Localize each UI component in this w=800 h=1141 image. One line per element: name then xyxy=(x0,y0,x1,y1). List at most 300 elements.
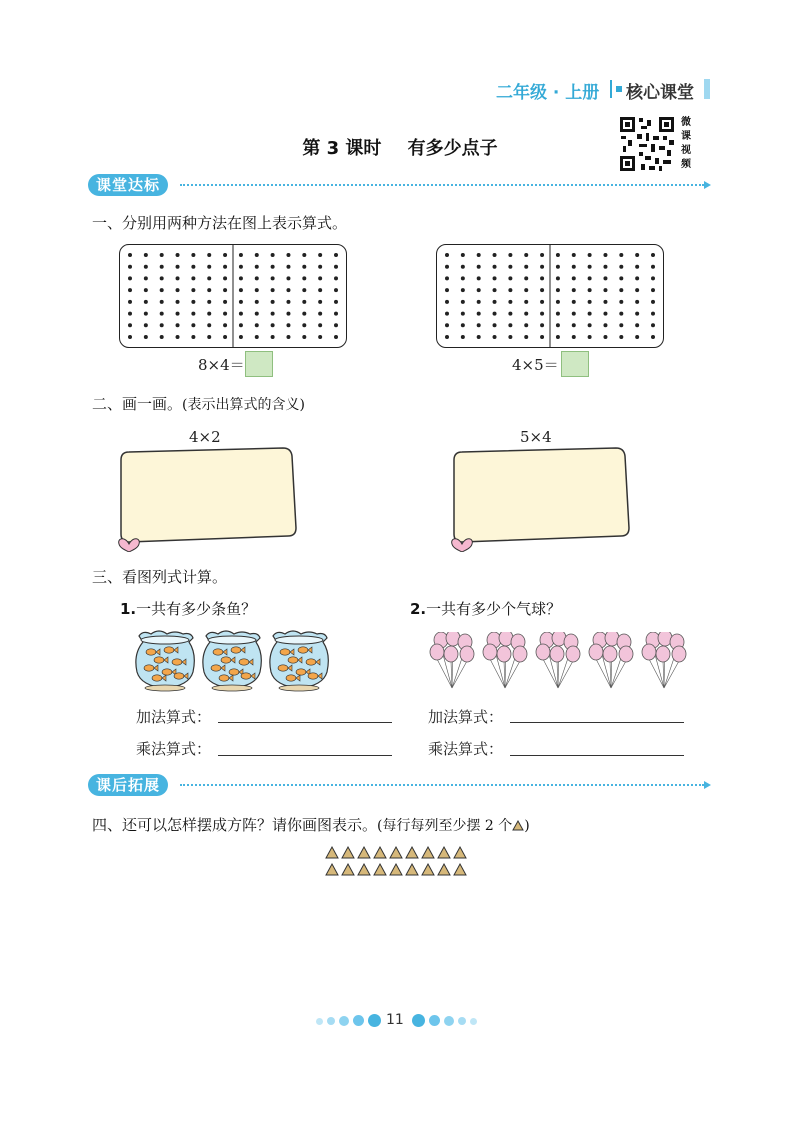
grid-dot xyxy=(588,276,592,280)
triangle-icon xyxy=(406,847,418,858)
grid-dot xyxy=(461,288,465,292)
grid-dot xyxy=(302,276,306,280)
grid-dot xyxy=(603,300,607,304)
balloon-addition-label: 加法算式： xyxy=(428,708,504,726)
grid-dot xyxy=(524,288,528,292)
grid-dot xyxy=(255,335,259,339)
grid-dot xyxy=(318,253,322,257)
grid-dot xyxy=(540,288,544,292)
grid-dot xyxy=(302,312,306,316)
grid-dot xyxy=(524,312,528,316)
grid-dot xyxy=(635,276,639,280)
grid-dot xyxy=(603,276,607,280)
grid-dot xyxy=(128,335,132,339)
balloon-addition-line[interactable] xyxy=(510,722,684,723)
fish-icon xyxy=(162,669,172,675)
dot-grid-right-svg xyxy=(437,245,663,347)
grid-dot xyxy=(334,276,338,280)
balloon-icon xyxy=(513,646,527,662)
q1-left-answer-box[interactable] xyxy=(245,351,273,377)
grid-dot xyxy=(635,288,639,292)
qr-code-icon[interactable] xyxy=(619,116,675,172)
fish-addition-label: 加法算式： xyxy=(136,708,212,726)
grid-dot xyxy=(651,288,655,292)
footer xyxy=(316,1014,486,1028)
grid-dot xyxy=(493,312,497,316)
grid-dot xyxy=(461,312,465,316)
section-after-divider xyxy=(180,784,704,786)
grid-dot xyxy=(540,300,544,304)
triangle-icon xyxy=(374,847,386,858)
grid-dot xyxy=(176,253,180,257)
grid-dot xyxy=(635,253,639,257)
balloon-group xyxy=(642,632,686,688)
triangle-icon xyxy=(390,847,402,858)
header-series: 核心课堂 xyxy=(626,83,694,103)
grid-dot xyxy=(619,312,623,316)
fish-icon xyxy=(213,649,223,655)
balloon-icon xyxy=(603,646,617,662)
grid-dot xyxy=(223,288,227,292)
grid-dot xyxy=(556,288,560,292)
fish-icon xyxy=(229,669,239,675)
grid-dot xyxy=(445,276,449,280)
grid-dot xyxy=(128,253,132,257)
grid-dot xyxy=(508,335,512,339)
triangle-icon xyxy=(358,847,370,858)
grid-dot xyxy=(493,288,497,292)
grid-dot xyxy=(508,253,512,257)
grid-dot xyxy=(572,253,576,257)
grid-dot xyxy=(302,323,306,327)
grid-dot xyxy=(176,323,180,327)
footer-dot xyxy=(353,1015,364,1026)
fish-icon xyxy=(286,675,296,681)
grid-dot xyxy=(445,323,449,327)
q1-right-equation: 4×5＝ xyxy=(512,356,559,374)
grid-dot xyxy=(318,300,322,304)
triangle-icon xyxy=(454,864,466,875)
grid-dot xyxy=(144,265,148,269)
grid-dot xyxy=(271,312,275,316)
grid-dot xyxy=(207,288,211,292)
grid-dot xyxy=(255,265,259,269)
footer-dot xyxy=(368,1014,381,1027)
footer-dot xyxy=(444,1016,454,1026)
grid-dot xyxy=(556,300,560,304)
grid-dot xyxy=(223,335,227,339)
grid-dot xyxy=(588,265,592,269)
grid-dot xyxy=(176,265,180,269)
grid-dot xyxy=(540,276,544,280)
fish-icon xyxy=(296,669,306,675)
grid-dot xyxy=(588,323,592,327)
grid-dot xyxy=(286,265,290,269)
grid-dot xyxy=(144,300,148,304)
grid-dot xyxy=(477,312,481,316)
grid-dot xyxy=(461,300,465,304)
grid-dot xyxy=(128,265,132,269)
grid-dot xyxy=(508,288,512,292)
fish-addition-line[interactable] xyxy=(218,722,392,723)
grid-dot xyxy=(556,276,560,280)
grid-dot xyxy=(160,312,164,316)
grid-dot xyxy=(318,288,322,292)
grid-dot xyxy=(588,300,592,304)
triangle-icon xyxy=(438,864,450,875)
q1-left-equation: 8×4＝ xyxy=(198,356,245,374)
grid-dot xyxy=(477,253,481,257)
balloon-icon xyxy=(536,644,550,660)
grid-dot xyxy=(286,288,290,292)
grid-dot xyxy=(271,276,275,280)
q3-sub2-number: 2. xyxy=(410,600,427,618)
grid-dot xyxy=(603,312,607,316)
grid-dot xyxy=(603,323,607,327)
q2-left-label: 4×2 xyxy=(189,428,221,446)
grid-dot xyxy=(635,300,639,304)
grid-dot xyxy=(445,265,449,269)
grid-dot xyxy=(223,276,227,280)
grid-dot xyxy=(635,323,639,327)
grid-dot xyxy=(302,253,306,257)
grid-dot xyxy=(588,253,592,257)
grid-dot xyxy=(588,312,592,316)
grid-dot xyxy=(144,323,148,327)
grid-dot xyxy=(128,312,132,316)
grid-dot xyxy=(445,300,449,304)
grid-dot xyxy=(508,300,512,304)
triangle-icon xyxy=(512,820,524,831)
fish-icon xyxy=(231,647,241,653)
grid-dot xyxy=(572,300,576,304)
grid-dot xyxy=(223,312,227,316)
grid-dot xyxy=(445,335,449,339)
balloon-multiplication-label: 乘法算式： xyxy=(428,740,504,758)
fish-icon xyxy=(239,659,249,665)
grid-dot xyxy=(191,300,195,304)
balloon-multiplication-line[interactable] xyxy=(510,755,684,756)
grid-dot xyxy=(207,312,211,316)
q3-sub2-text: 一共有多少个气球？ xyxy=(426,600,562,618)
dot-grid-left xyxy=(119,244,347,348)
grid-dot xyxy=(255,288,259,292)
fish-icon xyxy=(164,647,174,653)
fish-icon xyxy=(288,657,298,663)
grid-dot xyxy=(176,300,180,304)
grid-dot xyxy=(239,276,243,280)
grid-dot xyxy=(477,276,481,280)
balloon-icon xyxy=(430,644,444,660)
q3-sub1 xyxy=(120,598,256,619)
grid-dot xyxy=(524,323,528,327)
grid-dot xyxy=(651,312,655,316)
section-class-badge: 课堂达标 xyxy=(88,174,168,196)
fish-icon xyxy=(298,647,308,653)
fish-icon xyxy=(221,657,231,663)
grid-dot xyxy=(540,312,544,316)
footer-dot xyxy=(339,1016,349,1026)
q1-right-answer-box[interactable] xyxy=(561,351,589,377)
grid-dot xyxy=(445,312,449,316)
grid-dot xyxy=(508,276,512,280)
grid-dot xyxy=(207,335,211,339)
grid-dot xyxy=(334,335,338,339)
fishbowl xyxy=(136,631,194,691)
fish-icon xyxy=(280,649,290,655)
fish-icon xyxy=(146,649,156,655)
footer-dot xyxy=(327,1017,335,1025)
grid-dot xyxy=(176,288,180,292)
balloon-icon xyxy=(672,646,686,662)
triangle-icon xyxy=(358,864,370,875)
balloon-icon xyxy=(589,644,603,660)
header-square-icon xyxy=(616,86,622,92)
grid-dot xyxy=(540,265,544,269)
grid-dot xyxy=(176,276,180,280)
grid-dot xyxy=(318,335,322,339)
grid-dot xyxy=(239,323,243,327)
grid-dot xyxy=(207,253,211,257)
grid-dot xyxy=(160,265,164,269)
grid-dot xyxy=(271,335,275,339)
grid-dot xyxy=(493,253,497,257)
grid-dot xyxy=(493,323,497,327)
grid-dot xyxy=(619,300,623,304)
q2-right-drawing-area[interactable] xyxy=(448,444,638,552)
grid-dot xyxy=(239,335,243,339)
grid-dot xyxy=(128,323,132,327)
grid-dot xyxy=(477,265,481,269)
triangle-icon xyxy=(422,864,434,875)
balloon-group xyxy=(589,632,633,688)
fish-icon xyxy=(308,673,318,679)
grid-dot xyxy=(524,265,528,269)
grid-dot xyxy=(461,253,465,257)
footer-dot xyxy=(316,1018,323,1025)
footer-dot xyxy=(458,1017,466,1025)
grid-dot xyxy=(619,265,623,269)
grid-dot xyxy=(160,300,164,304)
grid-dot xyxy=(524,253,528,257)
grid-dot xyxy=(572,323,576,327)
grid-dot xyxy=(619,253,623,257)
grid-dot xyxy=(556,312,560,316)
grid-dot xyxy=(255,312,259,316)
grid-dot xyxy=(271,288,275,292)
grid-dot xyxy=(619,288,623,292)
grid-dot xyxy=(207,265,211,269)
grid-dot xyxy=(651,265,655,269)
triangle-icon xyxy=(342,847,354,858)
grid-dot xyxy=(651,323,655,327)
grid-dot xyxy=(128,276,132,280)
grid-dot xyxy=(635,335,639,339)
balloon-group xyxy=(483,632,527,688)
q2-right-label: 5×4 xyxy=(520,428,552,446)
grid-dot xyxy=(255,253,259,257)
grid-dot xyxy=(572,335,576,339)
grid-dot xyxy=(651,276,655,280)
q2-left-drawing-area[interactable] xyxy=(115,444,305,552)
grid-dot xyxy=(588,335,592,339)
grid-dot xyxy=(540,253,544,257)
grid-dot xyxy=(191,288,195,292)
q4-hint-end: ) xyxy=(524,818,530,834)
grid-dot xyxy=(540,335,544,339)
grid-dot xyxy=(223,253,227,257)
grid-dot xyxy=(445,288,449,292)
grid-dot xyxy=(191,265,195,269)
balloon-icon xyxy=(460,646,474,662)
header-grade: 二年级 · 上册 xyxy=(496,83,600,103)
grid-dot xyxy=(144,335,148,339)
grid-dot xyxy=(572,288,576,292)
grid-dot xyxy=(191,312,195,316)
fish-icon xyxy=(144,665,154,671)
grid-dot xyxy=(271,265,275,269)
grid-dot xyxy=(239,300,243,304)
fishbowl xyxy=(270,631,328,691)
grid-dot xyxy=(160,323,164,327)
grid-dot xyxy=(334,323,338,327)
grid-dot xyxy=(144,312,148,316)
grid-dot xyxy=(223,323,227,327)
grid-dot xyxy=(334,288,338,292)
arrow-icon xyxy=(704,781,711,789)
grid-dot xyxy=(255,276,259,280)
grid-dot xyxy=(318,265,322,269)
grid-dot xyxy=(508,323,512,327)
grid-dot xyxy=(271,300,275,304)
q4-prompt: 四、还可以怎样摆成方阵？请你画图表示。 xyxy=(92,816,378,834)
balloon-icon xyxy=(550,646,564,662)
grid-dot xyxy=(302,288,306,292)
grid-dot xyxy=(176,312,180,316)
fish-icon xyxy=(172,659,182,665)
grid-dot xyxy=(635,312,639,316)
grid-dot xyxy=(286,323,290,327)
grid-dot xyxy=(651,335,655,339)
grid-dot xyxy=(160,276,164,280)
header-separator xyxy=(610,80,612,98)
grid-dot xyxy=(334,265,338,269)
grid-dot xyxy=(191,335,195,339)
fish-icon xyxy=(152,675,162,681)
grid-dot xyxy=(239,288,243,292)
grid-dot xyxy=(191,276,195,280)
triangle-icon xyxy=(374,864,386,875)
grid-dot xyxy=(334,312,338,316)
balloon-icon xyxy=(619,646,633,662)
arrow-icon xyxy=(704,181,711,189)
grid-dot xyxy=(603,253,607,257)
grid-dot xyxy=(603,288,607,292)
qr-label: 微课视频 xyxy=(681,117,691,170)
fish-icon xyxy=(241,673,251,679)
balloon-icon xyxy=(497,646,511,662)
grid-dot xyxy=(540,323,544,327)
section-after-badge: 课后拓展 xyxy=(88,774,168,796)
grid-dot xyxy=(445,253,449,257)
grid-dot xyxy=(461,323,465,327)
grid-dot xyxy=(524,276,528,280)
grid-dot xyxy=(239,265,243,269)
grid-dot xyxy=(286,276,290,280)
grid-dot xyxy=(619,335,623,339)
triangle-icon xyxy=(390,864,402,875)
grid-dot xyxy=(493,300,497,304)
q3-prompt: 三、看图列式计算。 xyxy=(92,568,228,586)
grid-dot xyxy=(318,323,322,327)
fishbowl xyxy=(203,631,261,691)
grid-dot xyxy=(334,253,338,257)
grid-dot xyxy=(176,335,180,339)
dot-grid-right xyxy=(436,244,664,348)
grid-dot xyxy=(477,323,481,327)
fish-icon xyxy=(211,665,221,671)
fish-multiplication-label: 乘法算式： xyxy=(136,740,212,758)
footer-dot xyxy=(470,1018,477,1025)
balloon-group xyxy=(430,632,474,688)
fishbowls-illustration xyxy=(133,628,343,692)
grid-dot xyxy=(223,265,227,269)
grid-dot xyxy=(635,265,639,269)
triangle-icon xyxy=(454,847,466,858)
grid-dot xyxy=(588,288,592,292)
grid-dot xyxy=(128,288,132,292)
grid-dot xyxy=(239,253,243,257)
balloon-icon xyxy=(656,646,670,662)
grid-dot xyxy=(207,276,211,280)
balloons-illustration xyxy=(423,632,693,694)
grid-dot xyxy=(144,288,148,292)
grid-dot xyxy=(255,300,259,304)
fish-icon xyxy=(219,675,229,681)
triangle-icon xyxy=(422,847,434,858)
grid-dot xyxy=(556,265,560,269)
q2-prompt: 二、画一画。 xyxy=(92,395,183,413)
grid-dot xyxy=(603,335,607,339)
header-bar xyxy=(704,79,710,99)
section-class-divider xyxy=(180,184,704,186)
triangle-icon xyxy=(342,864,354,875)
page-number: 11 xyxy=(386,1012,404,1028)
grid-dot xyxy=(461,265,465,269)
grid-dot xyxy=(651,300,655,304)
grid-dot xyxy=(223,300,227,304)
q1-prompt: 一、分别用两种方法在图上表示算式。 xyxy=(92,214,348,232)
fish-icon xyxy=(154,657,164,663)
grid-dot xyxy=(207,323,211,327)
grid-dot xyxy=(318,276,322,280)
q4-prompt-row xyxy=(92,814,530,835)
grid-dot xyxy=(191,323,195,327)
grid-dot xyxy=(556,335,560,339)
balloon-icon xyxy=(444,646,458,662)
grid-dot xyxy=(556,253,560,257)
grid-dot xyxy=(334,300,338,304)
grid-dot xyxy=(286,312,290,316)
grid-dot xyxy=(524,335,528,339)
grid-dot xyxy=(191,253,195,257)
q3-sub2 xyxy=(410,598,561,619)
grid-dot xyxy=(524,300,528,304)
balloon-icon xyxy=(642,644,656,660)
grid-dot xyxy=(302,335,306,339)
footer-dot xyxy=(412,1014,425,1027)
fish-multiplication-line[interactable] xyxy=(218,755,392,756)
